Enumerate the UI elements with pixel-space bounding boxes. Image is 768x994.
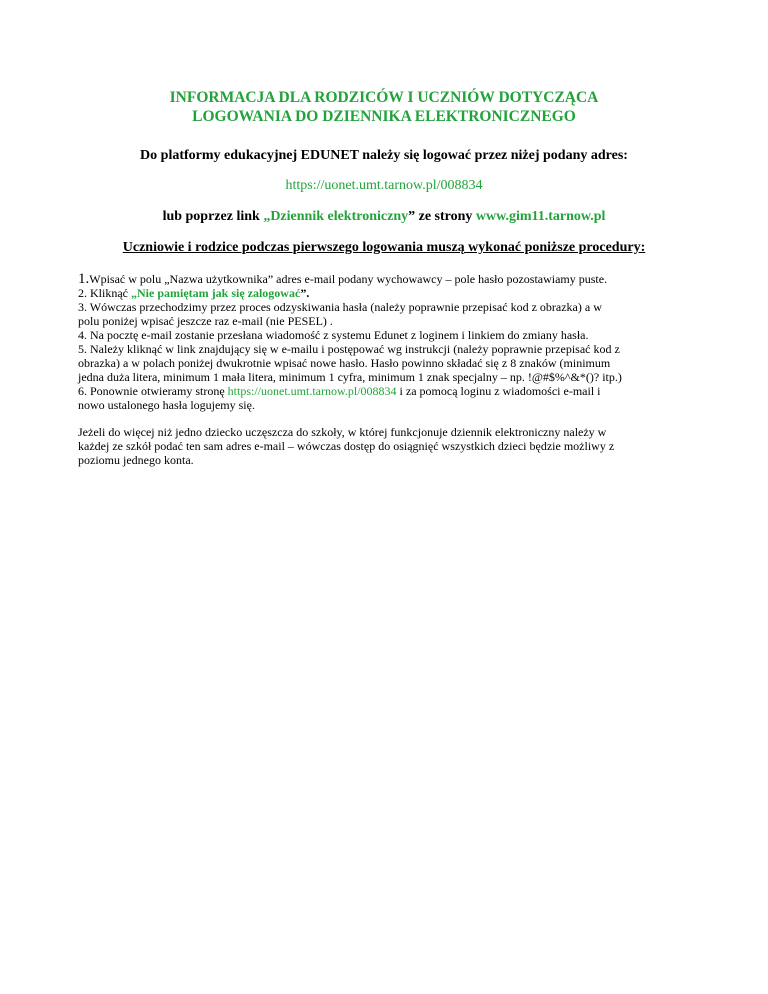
- step-6-url-link[interactable]: https://uonet.umt.tarnow.pl/008834: [227, 384, 397, 398]
- link-line-middle: ze strony: [415, 209, 476, 224]
- link-close-quote: ”: [408, 209, 416, 224]
- document-title: [0, 88, 768, 126]
- step-6-suffix: i za pomocą loginu z wiadomości e-mail i: [396, 384, 601, 398]
- step-3-line-2: polu poniżej wpisać jeszcze raz e-mail (nie PESEL) .: [78, 314, 333, 328]
- step-1: [78, 272, 698, 286]
- steps-list: [78, 272, 698, 412]
- link-line-prefix: lub poprzez link: [162, 209, 264, 224]
- dziennik-link[interactable]: Dziennik elektroniczny: [270, 209, 409, 224]
- step-2-close-quote: ”.: [300, 286, 310, 300]
- multiple-children-note: [78, 425, 698, 467]
- link-open-quote: „: [263, 209, 271, 224]
- alternative-link-line: [0, 209, 768, 225]
- step-5-line-1: 5. Należy kliknąć w link znajdujący się w e-mailu i postępować wg instrukcji (należy poprawnie przepisać kod z: [78, 342, 620, 356]
- note-line-1: Jeżeli do więcej niż jedno dziecko uczęszcza do szkoły, w której funkcjonuje dziennik elektroniczny należy w: [78, 425, 607, 439]
- note-line-3: poziomu jednego konta.: [78, 453, 194, 467]
- step-1-text: Wpisać w polu „Nazwa użytkownika” adres e-mail podany wychowawcy – pole hasło pozostawiamy puste.: [89, 272, 608, 286]
- platform-url-link[interactable]: https://uonet.umt.tarnow.pl/008834: [285, 178, 483, 193]
- forgot-password-link[interactable]: Nie pamiętam jak się zalogować: [137, 286, 301, 300]
- intro-text: Do platformy edukacyjnej EDUNET należy się logować przez niżej podany adres:: [140, 148, 628, 163]
- procedures-heading: Uczniowie i rodzice podczas pierwszego logowania muszą wykonać poniższe procedury:: [122, 240, 646, 255]
- step-2-open-quote: „: [131, 286, 137, 300]
- step-3-line-1: 3. Wówczas przechodzimy przez proces odzyskiwania hasła (należy poprawnie przepisać kod z obrazka) a w: [78, 300, 602, 314]
- step-2-prefix: 2. Kliknąć: [78, 286, 131, 300]
- step-6-line-2: nowo ustalonego hasła logujemy się.: [78, 398, 255, 412]
- step-6-prefix: 6. Ponownie otwieramy stronę: [78, 384, 228, 398]
- step-5-line-2: obrazka) a w polach poniżej dwukrotnie wpisać nowe hasło. Hasło powinno składać się z 8 znaków (minimum: [78, 356, 611, 370]
- title-line-1: INFORMACJA DLA RODZICÓW I UCZNIÓW DOTYCZĄCA: [169, 89, 599, 106]
- title-line-2: LOGOWANIA DO DZIENNIKA ELEKTRONICZNEGO: [192, 108, 576, 125]
- step-5-line-3: jedna duża litera, minimum 1 mała litera, minimum 1 cyfra, minimum 1 znak specjalny – np. !@#$%^&*()? itp.): [78, 370, 622, 384]
- note-line-2: każdej ze szkół podać ten sam adres e-mail – wówczas dostęp do osiągnięć wszystkich dzieci będzie możliwy z: [78, 439, 615, 453]
- step-1-number: 1.: [78, 271, 90, 287]
- step-2: [78, 286, 698, 300]
- step-4: 4. Na pocztę e-mail zostanie przesłana wiadomość z systemu Edunet z loginem i linkiem do zmiany hasła.: [78, 328, 589, 342]
- step-6: [78, 384, 698, 398]
- school-site-link[interactable]: www.gim11.tarnow.pl: [475, 209, 606, 224]
